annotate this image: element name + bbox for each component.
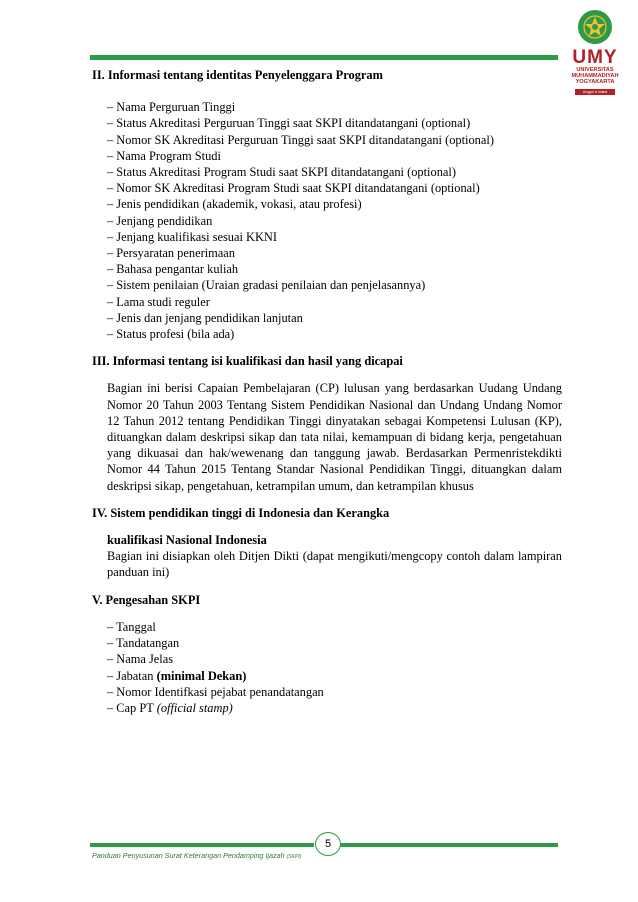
list-item: – Status profesi (bila ada) [107,327,235,342]
section-2-list [92,99,562,342]
section-5-title: V. Pengesahan SKPI [92,592,201,607]
list-item: – Persyaratan penerimaan [107,246,235,261]
section-3-title: III. Informasi tentang isi kualifikasi dan hasil yang dicapai [92,354,403,369]
section-5-list [92,619,562,716]
list-item: – Jenjang kualifikasi sesuai KKNI [107,229,277,244]
list-item: – Nama Jelas [107,652,174,667]
logo-emblem-icon [575,8,615,46]
footer-title: Panduan Penyusunan Surat Keterangan Pendamping Ijazah [92,851,285,860]
list-item-jabatan [107,668,562,684]
list-item: – Lama studi reguler [107,294,210,309]
section-4-subtitle: kualifikasi Nasional Indonesia [107,533,267,548]
page-number: 5 [315,832,341,856]
list-item: – Sistem penilaian (Uraian gradasi penilaian dan penjelasannya) [107,278,426,293]
list-item: – Nomor Identifkasi pejabat penandatangan [107,684,324,699]
list-item: – Status Akreditasi Perguruan Tinggi saat SKPI ditandatangani (optional) [107,116,471,131]
section-2-title: II. Informasi tentang identitas Penyelenggara Program [92,68,383,82]
list-item: – Nomor SK Akreditasi Program Studi saat SKPI ditandatangani (optional) [107,181,480,196]
list-item: – Jenjang pendidikan [107,213,213,228]
logo-wordmark: UMY [572,47,618,68]
footer-text [92,851,301,860]
footer-abbrev: (SKPI) [286,854,302,860]
footer-rule-right [340,843,558,847]
list-item: – Tanggal [107,619,156,634]
list-item: – Tandatangan [107,636,180,651]
logo-line-2: MUHAMMADIYAH [571,73,619,80]
cap-note: (official stamp) [156,700,233,715]
list-item: – Jenis pendidikan (akademik, vokasi, atau profesi) [107,197,362,212]
cap-label: – Cap PT [107,700,154,715]
jabatan-note: (minimal Dekan) [156,668,247,683]
list-item: – Nomor SK Akreditasi Perguruan Tinggi saat SKPI ditandatangani (optional) [107,132,494,147]
list-item: – Jenis dan jenjang pendidikan lanjutan [107,310,303,325]
footer-rule-left [90,843,314,847]
section-3-paragraph: Bagian ini berisi Capaian Pembelajaran (CP) lulusan yang berdasarkan Uudang Undang Nomor 20 Tahun 2003 Tentang Sistem Pendidikan Nasional dan Undang Undang Nomor 12 Tahun 2012 tentang Pendidikan Tinggi dinyatakan sebagai Kompetensi Lulusan (KP), dituangkan dalam deskripsi sikap dan tata nilai, kemampuan di bidang kerja, pengetahuan yang dikuasai dan hak/wewenang dan tanggung jawab. Berdasarkan Permenristekdikti Nomor 44 Tahun 2015 Tentang Standar Nasional Pendidikan Tinggi, dituangkan dalam deskripsi sikap, pengetahuan, ketrampilan umum, dan ketrampilan khusus [107,381,562,493]
jabatan-label: – Jabatan [107,668,154,683]
list-item: – Nama Program Studi [107,148,221,163]
list-item-cap [107,700,562,716]
list-item: – Status Akreditasi Program Studi saat SKPI ditandatangani (optional) [107,165,456,180]
logo-tagline: Unggul & Islami [575,89,615,95]
section-4-title: IV. Sistem pendidikan tinggi di Indonesia dan Kerangka [92,505,390,520]
university-logo [562,8,628,92]
document-body [92,67,562,716]
logo-line-1: UNIVERSITAS [576,67,614,73]
section-4-paragraph: Bagian ini disiapkan oleh Ditjen Dikti (dapat mengikuti/mengcopy contoh dalam lampiran panduan ini) [107,549,562,580]
list-item: – Nama Perguruan Tinggi [107,100,236,115]
logo-line-3: YOGYAKARTA [575,79,615,86]
header-rule [90,55,558,60]
list-item: – Bahasa pengantar kuliah [107,262,239,277]
